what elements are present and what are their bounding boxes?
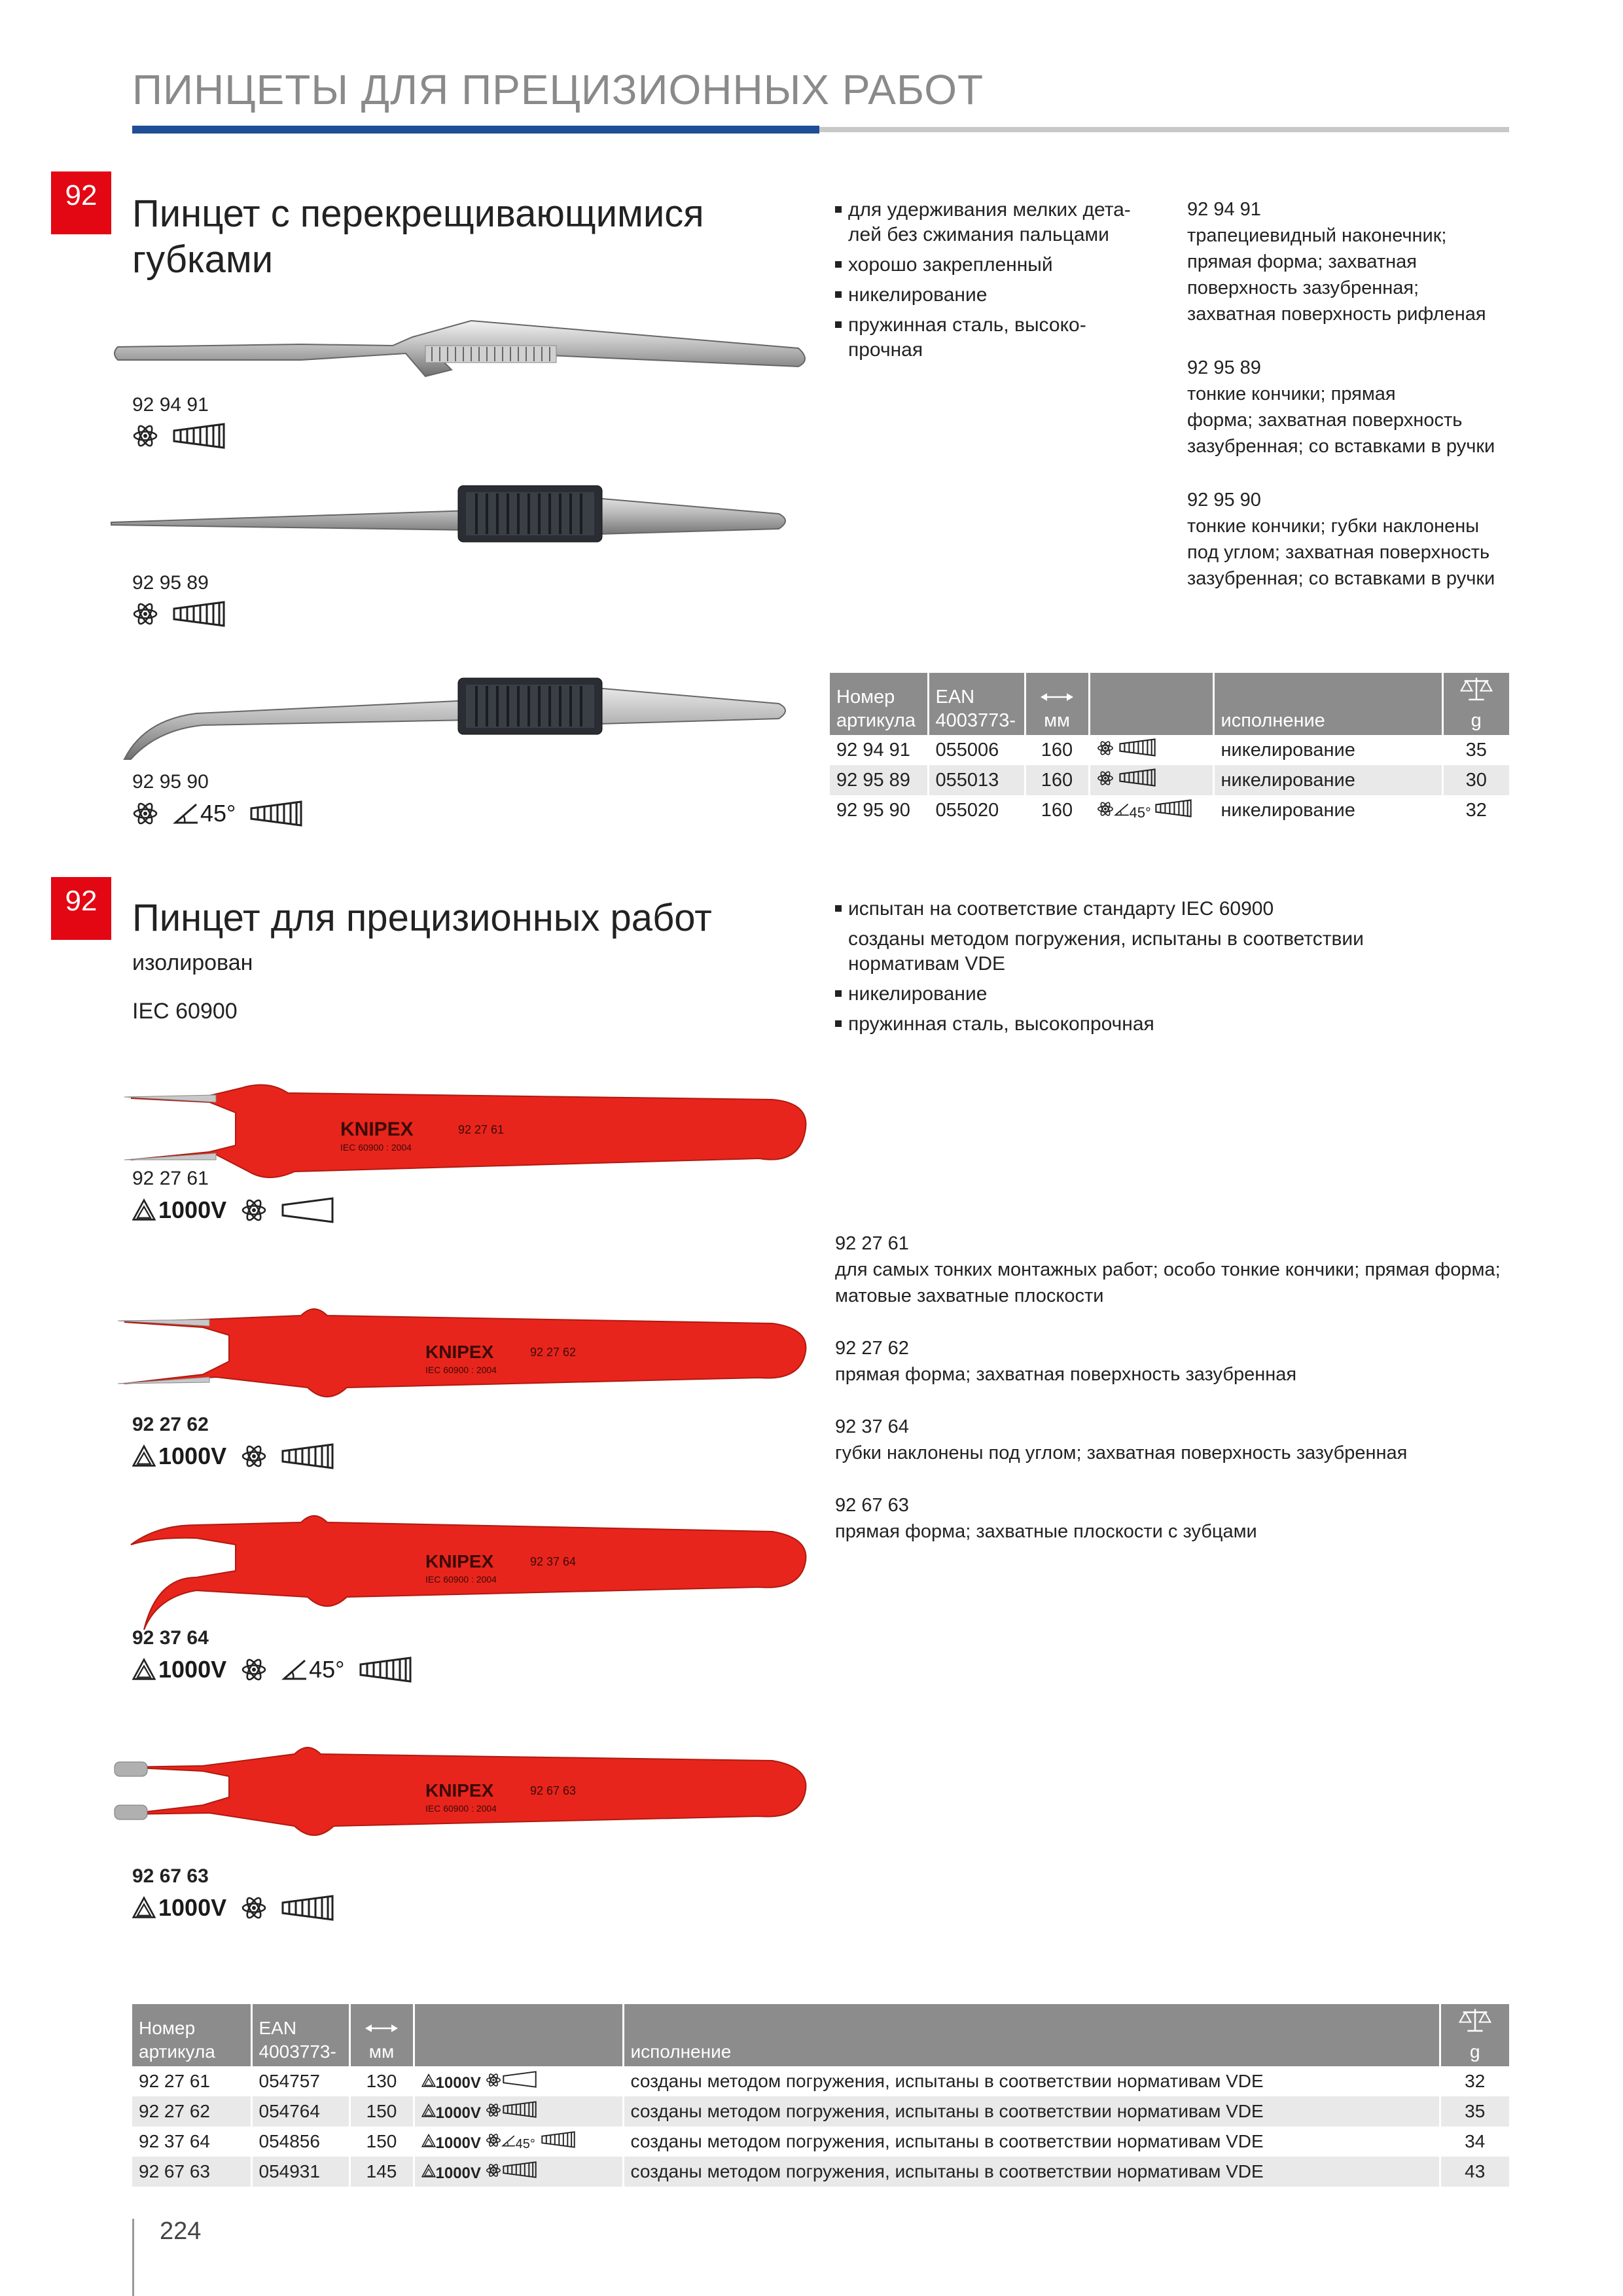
col-article: Номер артикула: [132, 2004, 251, 2066]
angle-badge: [281, 1656, 344, 1683]
item-desc-line: форма; захватная поверхность: [1187, 410, 1463, 431]
serrated-jaw-icon: [281, 1895, 334, 1921]
feature-item: испытан на соответствие стандарту IEC 60900: [835, 897, 1364, 922]
atom-icon: [241, 1443, 267, 1469]
atom-icon: [486, 2102, 501, 2118]
item-icons: [132, 601, 225, 627]
cell-weight: 43: [1440, 2157, 1509, 2187]
cell-article: 92 67 63: [132, 2157, 251, 2187]
feature-item: пружинная сталь, высокопрочная: [835, 1012, 1364, 1037]
voltage-value: 1000V: [158, 1656, 227, 1683]
feature-item: созданы методом погружения, испытаны в соответствии: [848, 928, 1364, 950]
feature-list: [835, 897, 1364, 1042]
serrated-jaw-icon: [173, 423, 225, 449]
table-header-row: [830, 673, 1509, 735]
item-code: 92 27 61: [835, 1233, 909, 1254]
item-description-block: [835, 1492, 1516, 1545]
col-icons: [1089, 673, 1213, 735]
page-number: 224: [160, 2217, 202, 2245]
item-desc-line: для самых тонких монтажных работ; особо тонкие кончики; прямая форма;: [835, 1259, 1501, 1280]
page-header-title: ПИНЦЕТЫ ДЛЯ ПРЕЦИЗИОННЫХ РАБОТ: [132, 66, 984, 113]
item-code: 92 27 62: [835, 1338, 909, 1359]
tool-code-text: 92 27 61: [458, 1123, 505, 1136]
cell-ean: 054757: [251, 2066, 349, 2096]
col-length: мм: [1025, 673, 1089, 735]
serrated-jaw-icon: [1119, 768, 1156, 787]
atom-icon: [241, 1197, 267, 1223]
atom-icon: [132, 601, 158, 627]
item-description-block: [1187, 355, 1501, 459]
item-desc-line: зазубренная; со вставками в ручки: [1187, 436, 1495, 457]
tool-code-text: 92 37 64: [530, 1555, 577, 1568]
section-standard: IEC 60900: [132, 999, 238, 1024]
table-row: [830, 735, 1509, 765]
serrated-jaw-icon: [173, 601, 225, 627]
section-title: Пинцет для прецизионных работ: [132, 897, 712, 939]
angle-icon: [1114, 802, 1130, 817]
col-article: Номер артикула: [830, 673, 928, 735]
section-title-line: губками: [132, 238, 274, 281]
serrated-jaw-icon: [501, 2161, 538, 2178]
item-code: 92 67 63: [132, 1865, 209, 1887]
table-header-row: [132, 2004, 1509, 2066]
voltage-value: 1000V: [435, 2073, 481, 2092]
insulation-triangle-icon: [132, 1444, 156, 1468]
atom-icon: [241, 1895, 267, 1921]
item-icons: [132, 1196, 334, 1224]
item-desc-line: прямая форма; захватная: [1187, 251, 1417, 272]
item-code: 92 95 90: [132, 771, 209, 793]
footer-rule: [132, 2219, 134, 2296]
section-badge: 92: [51, 171, 111, 234]
tweezer-image-926763: [105, 1728, 812, 1852]
angle-value: 45°: [1129, 804, 1151, 821]
cell-execution: созданы методом погружения, испытаны в соответствии нормативам VDE: [623, 2157, 1440, 2187]
insulation-triangle-icon: [132, 1658, 156, 1681]
section-badge: 92: [51, 877, 111, 940]
item-description-block: [835, 1230, 1516, 1309]
spec-table: [132, 2004, 1509, 2187]
cell-execution: созданы методом погружения, испытаны в соответствии нормативам VDE: [623, 2066, 1440, 2096]
col-ean: EAN 4003773-: [251, 2004, 349, 2066]
atom-icon: [132, 800, 158, 827]
atom-icon: [241, 1657, 267, 1683]
voltage-value: 1000V: [435, 2134, 481, 2152]
serrated-jaw-icon: [540, 2131, 577, 2148]
voltage-value: 1000V: [435, 2104, 481, 2122]
item-code: 92 37 64: [132, 1627, 209, 1649]
cell-ean: 055020: [928, 795, 1025, 825]
angle-value: 45°: [515, 2136, 535, 2151]
item-desc-line: прямая форма; захватные плоскости с зубцами: [835, 1521, 1257, 1542]
table-row: [132, 2157, 1509, 2187]
item-code: 92 95 89: [1187, 357, 1261, 378]
voltage-badge: [132, 1196, 226, 1224]
item-icons: [132, 1656, 412, 1683]
tool-brand-text: KNIPEX: [425, 1780, 494, 1801]
cell-icons: [414, 2126, 623, 2157]
table-row: [132, 2066, 1509, 2096]
atom-icon: [1097, 800, 1114, 817]
item-icons: [132, 423, 225, 449]
item-code: 92 27 61: [132, 1168, 209, 1189]
item-desc-line: матовые захватные плоскости: [835, 1285, 1104, 1306]
cell-icons: [414, 2157, 623, 2187]
atom-icon: [486, 2162, 501, 2178]
item-code: 92 94 91: [1187, 199, 1261, 220]
tool-standard-text: IEC 60900 : 2004: [425, 1803, 497, 1814]
cell-article: 92 37 64: [132, 2126, 251, 2157]
col-execution: исполнение: [623, 2004, 1440, 2066]
feature-item: для удерживания мелких дета-: [835, 198, 1131, 223]
insulation-triangle-icon: [132, 1896, 156, 1920]
serrated-jaw-icon: [359, 1657, 412, 1683]
feature-list: [835, 198, 1131, 368]
item-desc-line: захватная поверхность рифленая: [1187, 304, 1486, 325]
cell-weight: 30: [1442, 765, 1509, 795]
item-desc-line: тонкие кончики; прямая: [1187, 384, 1396, 404]
cell-length: 150: [349, 2126, 414, 2157]
voltage-badge: [132, 1443, 226, 1470]
scale-icon: [1460, 675, 1493, 703]
tool-code-text: 92 67 63: [530, 1784, 577, 1797]
tweezer-image-923764: [118, 1505, 812, 1636]
col-weight: g: [1440, 2004, 1509, 2066]
item-code: 92 37 64: [835, 1416, 909, 1437]
insulation-triangle-icon: [421, 2104, 436, 2118]
cell-weight: 32: [1442, 795, 1509, 825]
cell-execution: созданы методом погружения, испытаны в соответствии нормативам VDE: [623, 2096, 1440, 2126]
voltage-value: 1000V: [158, 1894, 227, 1921]
atom-icon: [1097, 770, 1114, 787]
serrated-jaw-icon: [1119, 738, 1156, 757]
cell-article: 92 95 89: [830, 765, 928, 795]
cell-length: 160: [1025, 765, 1089, 795]
item-icons: [132, 1443, 334, 1470]
atom-icon: [1097, 740, 1114, 757]
cell-ean: 055013: [928, 765, 1025, 795]
angle-icon: [173, 800, 199, 827]
cell-weight: 32: [1440, 2066, 1509, 2096]
item-code: 92 95 89: [132, 572, 209, 594]
length-arrow-icon: [365, 2022, 398, 2034]
table-row: [830, 795, 1509, 825]
item-desc-line: поверхность зазубренная;: [1187, 278, 1419, 298]
voltage-badge: [132, 1894, 226, 1922]
voltage-value: 1000V: [435, 2164, 481, 2182]
feature-item: хорошо закрепленный: [835, 253, 1131, 278]
tool-standard-text: IEC 60900 : 2004: [425, 1574, 497, 1585]
tweezer-image-922762: [111, 1296, 812, 1414]
feature-item-continued: нормативам VDE: [848, 953, 1006, 975]
item-icons: [132, 1894, 334, 1922]
item-code: 92 67 63: [835, 1495, 909, 1516]
tool-brand-text: KNIPEX: [425, 1551, 494, 1571]
cell-icons: [414, 2096, 623, 2126]
feature-item: пружинная сталь, высоко-: [835, 313, 1131, 338]
item-desc-line: прямая форма; захватная поверхность зазубренная: [835, 1364, 1297, 1385]
serrated-jaw-icon: [281, 1443, 334, 1469]
tweezer-image-929491: [105, 308, 812, 399]
angle-icon: [501, 2134, 516, 2148]
tool-code-text: 92 27 62: [530, 1346, 577, 1359]
item-code: 92 95 90: [1187, 490, 1261, 511]
cell-length: 145: [349, 2157, 414, 2187]
length-arrow-icon: [1041, 691, 1073, 703]
item-desc-line: тонкие кончики; губки наклонены: [1187, 516, 1480, 537]
feature-item: никелирование: [835, 982, 1364, 1007]
tool-brand-text: KNIPEX: [340, 1119, 414, 1140]
cell-ean: 054931: [251, 2157, 349, 2187]
voltage-badge: [132, 1656, 226, 1683]
cell-article: 92 27 61: [132, 2066, 251, 2096]
cell-weight: 34: [1440, 2126, 1509, 2157]
item-code: 92 27 62: [132, 1414, 209, 1435]
feature-item-continued: прочная: [848, 339, 923, 361]
cell-article: 92 95 90: [830, 795, 928, 825]
table-row: [830, 765, 1509, 795]
tool-brand-text: KNIPEX: [425, 1342, 494, 1362]
feature-item: никелирование: [835, 283, 1131, 308]
cell-icons: [1089, 795, 1213, 825]
section-title: [132, 191, 704, 283]
item-description-block: [835, 1414, 1516, 1466]
feature-item-continued: лей без сжимания пальцами: [848, 224, 1109, 245]
serrated-jaw-icon: [501, 2101, 538, 2118]
flat-jaw-icon: [501, 2071, 538, 2088]
col-execution: исполнение: [1213, 673, 1442, 735]
cell-weight: 35: [1440, 2096, 1509, 2126]
col-icons: [414, 2004, 623, 2066]
header-rule-gray: [819, 127, 1509, 132]
angle-icon: [281, 1657, 308, 1683]
cell-article: 92 27 62: [132, 2096, 251, 2126]
serrated-jaw-icon: [1155, 799, 1192, 817]
col-ean: EAN 4003773-: [928, 673, 1025, 735]
spec-table: [830, 673, 1509, 825]
atom-icon: [486, 2072, 501, 2088]
item-desc-line: губки наклонены под углом; захватная поверхность зазубренная: [835, 1443, 1408, 1463]
cell-execution: никелирование: [1213, 795, 1442, 825]
cell-execution: никелирование: [1213, 735, 1442, 765]
cell-length: 150: [349, 2096, 414, 2126]
item-desc-line: зазубренная; со вставками в ручки: [1187, 568, 1495, 589]
tweezer-image-922761: [118, 1073, 812, 1198]
angle-value: 45°: [309, 1656, 345, 1683]
cell-execution: созданы методом погружения, испытаны в соответствии нормативам VDE: [623, 2126, 1440, 2157]
item-desc-line: трапециевидный наконечник;: [1187, 225, 1447, 246]
tool-standard-text: IEC 60900 : 2004: [425, 1365, 497, 1375]
insulation-triangle-icon: [421, 2073, 436, 2088]
section-title-line: Пинцет с перекрещивающимися: [132, 192, 704, 235]
insulation-triangle-icon: [421, 2164, 436, 2178]
table-row: [132, 2126, 1509, 2157]
angle-value: 45°: [200, 800, 236, 827]
serrated-jaw-icon: [250, 800, 302, 827]
item-description-block: [835, 1335, 1516, 1388]
cell-execution: никелирование: [1213, 765, 1442, 795]
col-length: мм: [349, 2004, 414, 2066]
voltage-value: 1000V: [158, 1443, 227, 1469]
flat-jaw-icon: [281, 1197, 334, 1223]
atom-icon: [486, 2132, 501, 2148]
cell-icons: [1089, 765, 1213, 795]
cell-icons: [414, 2066, 623, 2096]
col-weight: g: [1442, 673, 1509, 735]
item-code: 92 94 91: [132, 394, 209, 416]
angle-badge: [173, 800, 236, 827]
item-desc-line: под углом; захватная поверхность: [1187, 542, 1490, 563]
insulation-triangle-icon: [421, 2134, 436, 2148]
insulation-triangle-icon: [132, 1198, 156, 1222]
atom-icon: [132, 423, 158, 449]
cell-icons: [1089, 735, 1213, 765]
cell-article: 92 94 91: [830, 735, 928, 765]
item-description-block: [1187, 487, 1501, 592]
tool-standard-text: IEC 60900 : 2004: [340, 1142, 412, 1153]
cell-length: 160: [1025, 795, 1089, 825]
cell-ean: 055006: [928, 735, 1025, 765]
voltage-value: 1000V: [158, 1196, 227, 1223]
item-icons: [132, 800, 302, 827]
cell-ean: 054764: [251, 2096, 349, 2126]
table-row: [132, 2096, 1509, 2126]
cell-length: 160: [1025, 735, 1089, 765]
cell-ean: 054856: [251, 2126, 349, 2157]
cell-weight: 35: [1442, 735, 1509, 765]
cell-length: 130: [349, 2066, 414, 2096]
item-description-block: [1187, 196, 1501, 327]
tweezer-image-929590: [105, 668, 812, 766]
header-rule-blue: [132, 126, 819, 134]
section-subtitle: изолирован: [132, 950, 253, 975]
scale-icon: [1459, 2007, 1491, 2034]
tweezer-image-929589: [105, 478, 812, 556]
